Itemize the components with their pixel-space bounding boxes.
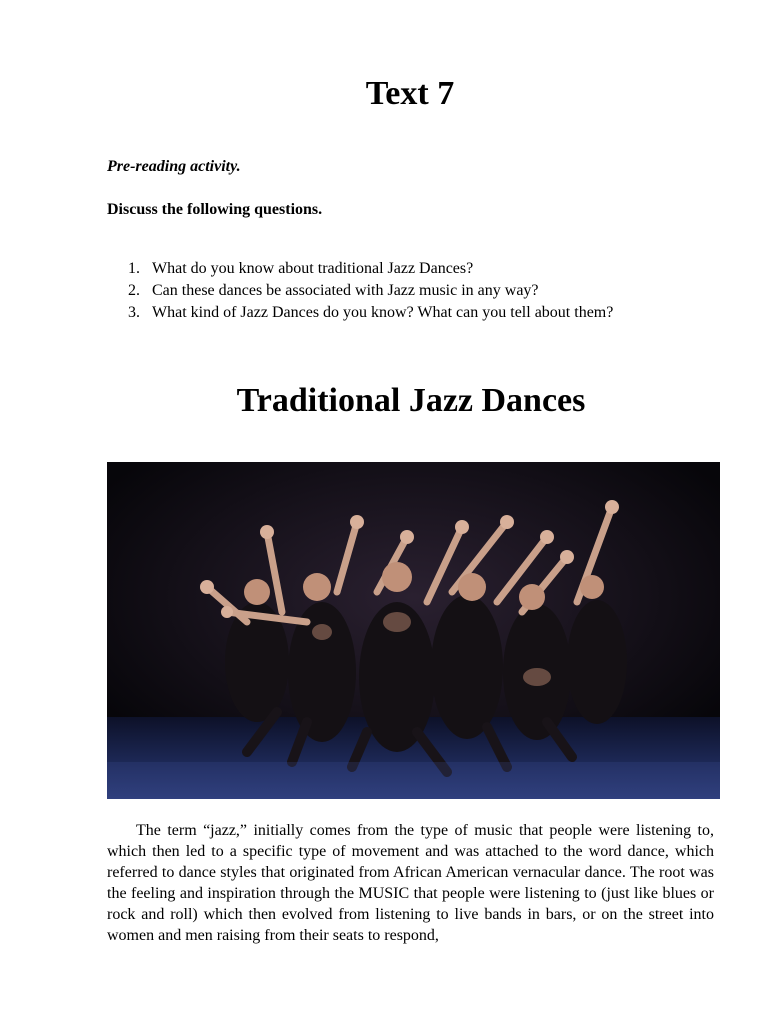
question-text: What do you know about traditional Jazz Dances? bbox=[152, 260, 474, 277]
jazz-dancers-photo bbox=[107, 462, 720, 799]
pre-reading-label: Pre-reading activity. bbox=[107, 158, 241, 175]
instruction-text: Discuss the following questions. bbox=[107, 201, 323, 218]
question-list bbox=[128, 258, 613, 324]
question-item bbox=[128, 302, 613, 324]
question-number: 3. bbox=[128, 304, 140, 321]
body-paragraph: The term “jazz,” initially comes from the type of music that people were listening to, which then led to a specific type of movement and was attached to the word dance, which referred to dance styles that originated from African American vernacular dance. The root was the feeling and inspiration through the MUSIC that people were listening to (just like blues or rock and roll) which then evolved from listening to live bands in bars, or on the street into women and men raising from their seats to respond, bbox=[107, 822, 714, 944]
question-item bbox=[128, 258, 613, 280]
document-title: Text 7 bbox=[365, 75, 455, 112]
question-text: What kind of Jazz Dances do you know? What can you tell about them? bbox=[152, 304, 614, 321]
question-number: 2. bbox=[128, 282, 140, 299]
question-number: 1. bbox=[128, 260, 140, 277]
question-item bbox=[128, 280, 613, 302]
question-text: Can these dances be associated with Jazz music in any way? bbox=[152, 282, 539, 299]
section-title: Traditional Jazz Dances bbox=[236, 382, 586, 419]
